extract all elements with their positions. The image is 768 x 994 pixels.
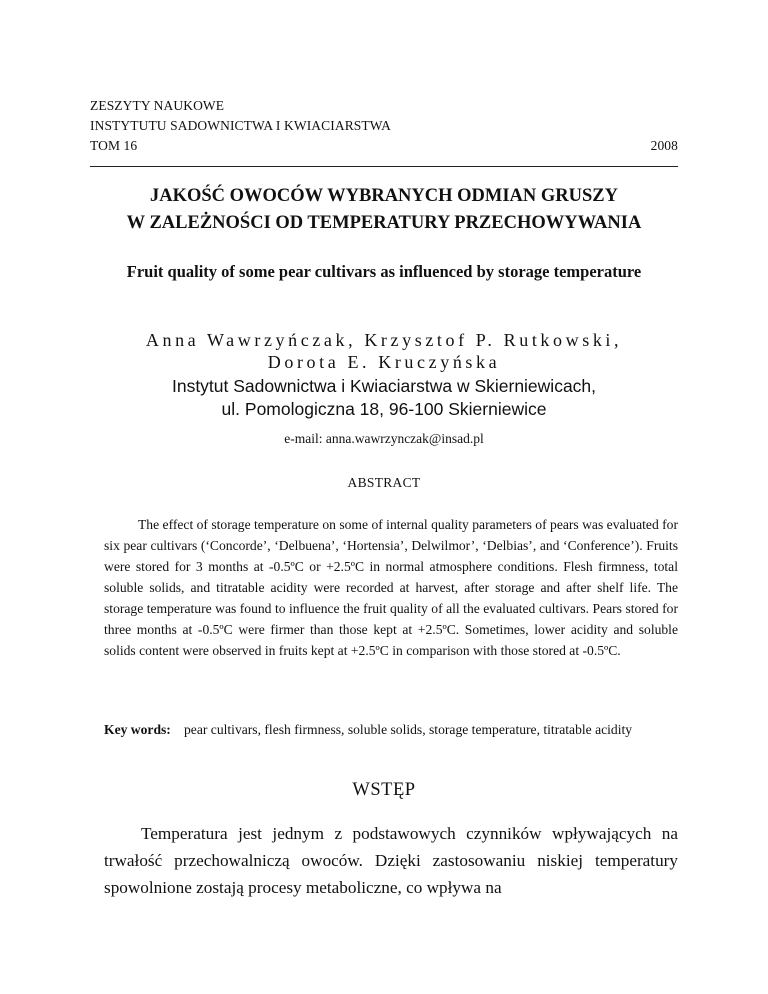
section-body-text: Temperatura jest jednym z podstawowych czynników wpływających na trwałość przechowalniczą owoców. Dzięki zastosowaniu niskiej temperatury spowolnione zostają procesy metaboliczne, co wpływa na [104, 824, 678, 897]
header-divider [90, 166, 678, 167]
author-email: e-mail: anna.wawrzynczak@insad.pl [284, 431, 484, 446]
abstract-text: The effect of storage temperature on some of internal quality parameters of pears was evaluated for six pear cultivars (‘Concorde’, ‘Delbuena’, ‘Hortensia’, Delwilmor’, ‘Delbias’, and ‘Conference’). Fruits were stored for 3 months at -0.5ºC or +2.5ºC in normal atmosphere conditions. Flesh firmness, total soluble solids, and titratable acidity were recorded at harvest, after storage and after shelf life. The storage temperature was found to influence the fruit quality of all the evaluated cultivars. Pears stored for three months at -0.5ºC were firmer than those kept at +2.5ºC. Sometimes, lower acidity and soluble solids content were observed in fruits kept at +2.5ºC in comparison with those stored at -0.5ºC. [104, 517, 678, 658]
journal-name-line1: ZESZYTY NAUKOWE [90, 98, 225, 113]
keywords-text: pear cultivars, flesh firmness, soluble solids, storage temperature, titratable acidity [184, 722, 633, 737]
authors-line1: Anna Wawrzyńczak, Krzysztof P. Rutkowski, [145, 330, 623, 350]
affiliation [90, 375, 678, 421]
polish-title-line1: JAKOŚĆ OWOCÓW WYBRANYCH ODMIAN GRUSZY [149, 186, 619, 206]
authors-line2: Dorota E. Kruczyńska [267, 352, 501, 372]
affiliation-line1: Instytut Sadownictwa i Kwiaciarstwa w Skierniewicach, [171, 376, 597, 396]
english-title: Fruit quality of some pear cultivars as influenced by storage temperature [126, 262, 642, 281]
abstract-heading: ABSTRACT [347, 475, 421, 490]
polish-title [90, 183, 678, 237]
affiliation-line2: ul. Pomologiczna 18, 96-100 Skierniewice [221, 399, 547, 419]
journal-volume: TOM 16 [90, 138, 138, 153]
polish-title-line2: W ZALEŻNOŚCI OD TEMPERATURY PRZECHOWYWANIA [126, 213, 642, 233]
authors [90, 329, 678, 373]
keywords [104, 720, 678, 739]
journal-name-line2: INSTYTUTU SADOWNICTWA I KWIACIARSTWA [90, 118, 391, 133]
journal-header [90, 96, 678, 156]
keywords-label: Key words: [104, 722, 171, 737]
journal-year: 2008 [650, 138, 678, 153]
section-heading: WSTĘP [352, 780, 416, 800]
